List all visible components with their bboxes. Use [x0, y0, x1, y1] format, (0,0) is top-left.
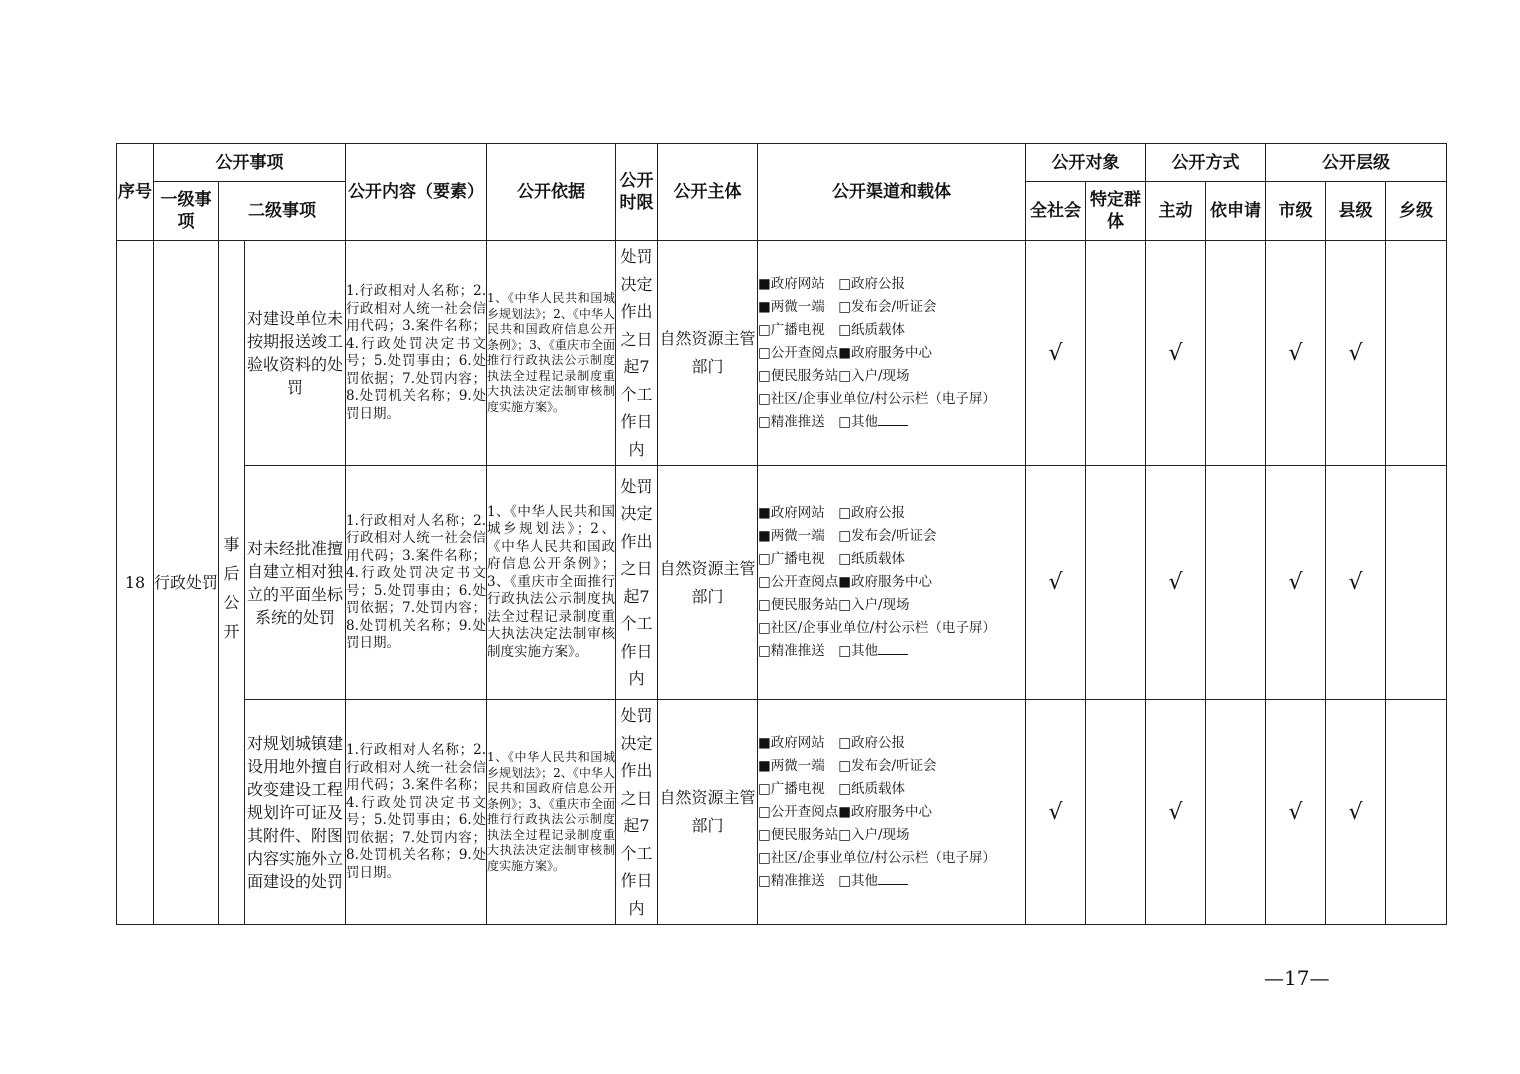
check-request	[1206, 466, 1266, 700]
basis-cell: 1、《中华人民共和国城乡规划法》；2、《中华人民共和国政府信息公开条例》；3、《重庆市全面推行行政执法公示制度执法全过程记录制度重大执法决定法制审核制度实施方案》。	[487, 466, 616, 700]
check-all: √	[1026, 466, 1086, 700]
channel-cell: ■政府网站 □政府公报 ■两微一端 □发布会/听证会 □广播电视 □纸质载体 □公开查阅点■政府服务中心 □便民服务站□入户/现场 □社区/企事业单位/村公示栏（电子屏） □精准推送 □其他	[758, 700, 1026, 925]
basis-cell: 1、《中华人民共和国城乡规划法》；2、《中华人民共和国政府信息公开条例》；3、《重庆市全面推行行政执法公示制度执法全过程记录制度重大执法决定法制审核制度实施方案》。	[487, 700, 616, 925]
header-target: 公开对象	[1026, 144, 1146, 182]
header-target-specific: 特定群体	[1086, 182, 1146, 241]
header-target-all: 全社会	[1026, 182, 1086, 241]
check-city: √	[1266, 466, 1326, 700]
check-specific	[1086, 466, 1146, 700]
check-city: √	[1266, 700, 1326, 925]
item2-cell: 对建设单位未按期报送竣工验收资料的处罚	[245, 241, 346, 466]
content-cell: 1.行政相对人名称；2.行政相对人统一社会信用代码；3.案件名称；4.行政处罚决定书文号；5.处罚事由；6.处罚依据；7.处罚内容；8.处罚机关名称；9.处罚日期。	[346, 700, 487, 925]
header-method-active: 主动	[1146, 182, 1206, 241]
basis-cell: 1、《中华人民共和国城乡规划法》；2、《中华人民共和国政府信息公开条例》；3、《重庆市全面推行行政执法公示制度执法全过程记录制度重大执法决定法制审核制度实施方案》。	[487, 241, 616, 466]
subject-cell: 自然资源主管部门	[658, 241, 758, 466]
item1-cell: 行政处罚	[154, 241, 219, 925]
disclosure-table	[116, 143, 1447, 925]
check-request	[1206, 700, 1266, 925]
header-seq: 序号	[117, 144, 154, 241]
table-row	[117, 466, 1447, 700]
header-matters: 公开事项	[154, 144, 346, 182]
header-basis: 公开依据	[487, 144, 616, 241]
check-active: √	[1146, 466, 1206, 700]
header-method: 公开方式	[1146, 144, 1266, 182]
page-number: —17—	[1264, 966, 1330, 990]
check-request	[1206, 241, 1266, 466]
check-active: √	[1146, 241, 1206, 466]
check-town	[1386, 241, 1447, 466]
check-town	[1386, 466, 1447, 700]
time-limit-cell: 处罚决定作出之日起7个工作日内	[616, 700, 658, 925]
header-level-city: 市级	[1266, 182, 1326, 241]
header-level2: 二级事项	[219, 182, 346, 241]
check-town	[1386, 700, 1447, 925]
header-method-request: 依申请	[1206, 182, 1266, 241]
check-specific	[1086, 241, 1146, 466]
header-level-town: 乡级	[1386, 182, 1447, 241]
header-time-limit: 公开时限	[616, 144, 658, 241]
header-level: 公开层级	[1266, 144, 1447, 182]
check-active: √	[1146, 700, 1206, 925]
header-subject: 公开主体	[658, 144, 758, 241]
header-level-county: 县级	[1326, 182, 1386, 241]
header-level1: 一级事项	[154, 182, 219, 241]
table-row	[117, 241, 1447, 466]
check-all: √	[1026, 241, 1086, 466]
check-city: √	[1266, 241, 1326, 466]
subject-cell: 自然资源主管部门	[658, 700, 758, 925]
check-specific	[1086, 700, 1146, 925]
content-cell: 1.行政相对人名称；2.行政相对人统一社会信用代码；3.案件名称；4.行政处罚决定书文号；5.处罚事由；6.处罚依据；7.处罚内容；8.处罚机关名称；9.处罚日期。	[346, 241, 487, 466]
item2-cell: 对规划城镇建设用地外擅自改变建设工程规划许可证及其附件、附图内容实施外立面建设的处罚	[245, 700, 346, 925]
check-all: √	[1026, 700, 1086, 925]
channel-cell: ■政府网站 □政府公报 ■两微一端 □发布会/听证会 □广播电视 □纸质载体 □公开查阅点■政府服务中心 □便民服务站□入户/现场 □社区/企事业单位/村公示栏（电子屏） □精准推送 □其他	[758, 466, 1026, 700]
time-limit-cell: 处罚决定作出之日起7个工作日内	[616, 466, 658, 700]
header-channel: 公开渠道和载体	[758, 144, 1026, 241]
item2-cell: 对未经批准擅自建立相对独立的平面坐标系统的处罚	[245, 466, 346, 700]
subject-cell: 自然资源主管部门	[658, 466, 758, 700]
seq-cell: 18	[117, 241, 154, 925]
header-content: 公开内容（要素）	[346, 144, 487, 241]
content-cell: 1.行政相对人名称；2.行政相对人统一社会信用代码；3.案件名称；4.行政处罚决定书文号；5.处罚事由；6.处罚依据；7.处罚内容；8.处罚机关名称；9.处罚日期。	[346, 466, 487, 700]
phase-cell: 事后公开	[219, 466, 245, 925]
check-county: √	[1326, 700, 1386, 925]
check-county: √	[1326, 466, 1386, 700]
channel-cell: ■政府网站 □政府公报 ■两微一端 □发布会/听证会 □广播电视 □纸质载体 □公开查阅点■政府服务中心 □便民服务站□入户/现场 □社区/企事业单位/村公示栏（电子屏） □精准推送 □其他	[758, 241, 1026, 466]
check-county: √	[1326, 241, 1386, 466]
table-row	[117, 700, 1447, 925]
time-limit-cell: 处罚决定作出之日起7个工作日内	[616, 241, 658, 466]
